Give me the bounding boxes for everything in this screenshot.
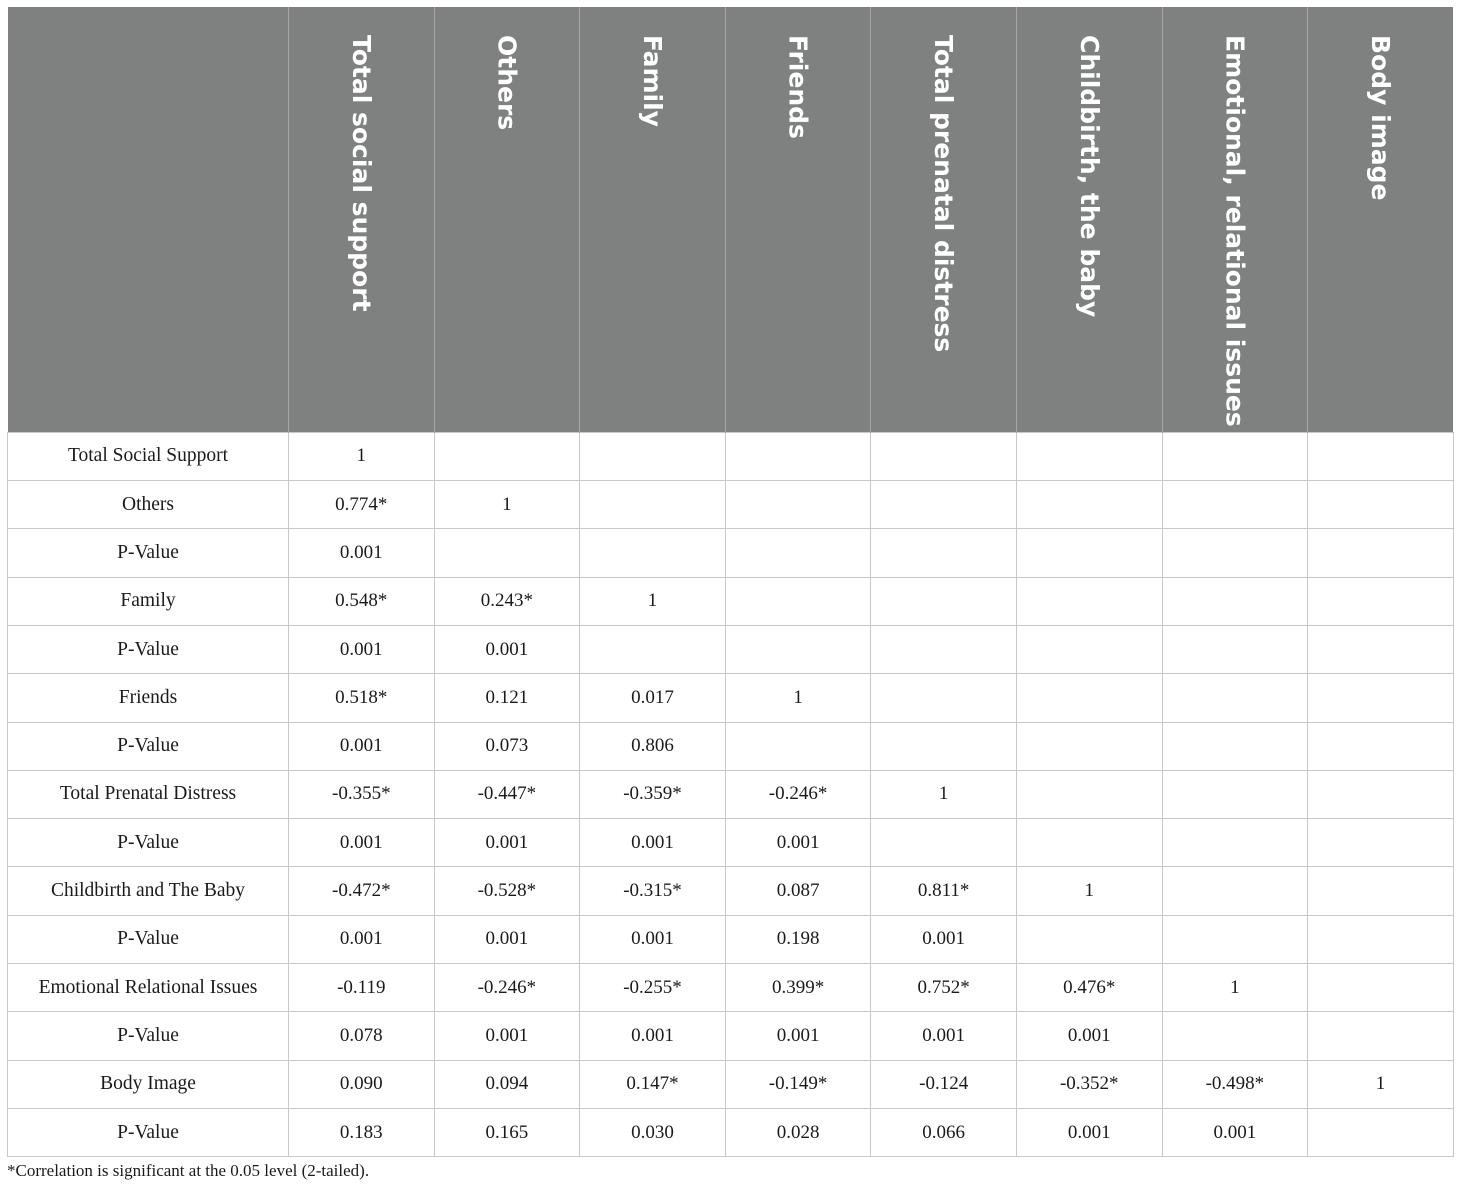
table-cell: 0.001: [1016, 1012, 1162, 1060]
table-cell: [1308, 770, 1454, 818]
table-cell: -0.255*: [580, 964, 726, 1012]
column-label-childbirth-baby: Childbirth, the baby: [1074, 35, 1104, 318]
row-label: Childbirth and The Baby: [8, 867, 289, 915]
table-cell: [871, 625, 1017, 673]
table-row: [8, 964, 1454, 1012]
table-cell: 0.087: [725, 867, 871, 915]
table-cell: 0.001: [725, 819, 871, 867]
table-cell: [871, 481, 1017, 529]
table-cell: 0.001: [871, 915, 1017, 963]
row-label: Friends: [8, 674, 289, 722]
table-cell: [725, 529, 871, 577]
table-cell: -0.498*: [1162, 1060, 1308, 1108]
table-cell: [1016, 432, 1162, 480]
table-cell: 0.121: [434, 674, 580, 722]
table-cell: 0.001: [289, 722, 435, 770]
table-cell: [580, 432, 726, 480]
header-cell-total-prenatal-distress: [871, 7, 1017, 432]
table-cell: [871, 722, 1017, 770]
table-cell: [1308, 577, 1454, 625]
table-row: [8, 1108, 1454, 1156]
table-cell: [1162, 867, 1308, 915]
table-cell: 0.001: [434, 625, 580, 673]
header-cell-corner: [8, 7, 289, 432]
table-cell: 0.066: [871, 1108, 1017, 1156]
table-cell: 0.399*: [725, 964, 871, 1012]
table-cell: [1308, 722, 1454, 770]
table-cell: 0.094: [434, 1060, 580, 1108]
correlation-table: [7, 7, 1454, 1157]
table-cell: [1016, 481, 1162, 529]
table-cell: [1162, 915, 1308, 963]
table-cell: [871, 529, 1017, 577]
table-row: [8, 819, 1454, 867]
table-cell: 0.811*: [871, 867, 1017, 915]
table-cell: -0.246*: [434, 964, 580, 1012]
column-label-total-prenatal-distress: Total prenatal distress: [929, 35, 959, 353]
table-cell: [725, 432, 871, 480]
table-footnote: *Correlation is significant at the 0.05 level (2-tailed).: [7, 1161, 370, 1180]
table-cell: [1308, 625, 1454, 673]
table-cell: 1: [1162, 964, 1308, 1012]
table-cell: [1016, 529, 1162, 577]
table-cell: 0.476*: [1016, 964, 1162, 1012]
table-row: [8, 770, 1454, 818]
table-row: [8, 577, 1454, 625]
table-cell: [1162, 625, 1308, 673]
table-cell: 1: [871, 770, 1017, 818]
header-cell-total-social-support: [289, 7, 435, 432]
header-cell-friends: [725, 7, 871, 432]
table-cell: 0.752*: [871, 964, 1017, 1012]
table-cell: 0.001: [434, 1012, 580, 1060]
table-cell: 0.001: [871, 1012, 1017, 1060]
row-label: P-Value: [8, 529, 289, 577]
table-cell: -0.355*: [289, 770, 435, 818]
table-cell: 1: [434, 481, 580, 529]
table-cell: [434, 529, 580, 577]
table-cell: [1162, 577, 1308, 625]
column-label-total-social-support: Total social support: [346, 35, 376, 312]
column-label-emotional-relational: Emotional, relational issues: [1220, 35, 1250, 427]
header-cell-family: [580, 7, 726, 432]
table-cell: 0.001: [580, 819, 726, 867]
table-cell: 0.001: [289, 625, 435, 673]
table-row: [8, 722, 1454, 770]
table-cell: [1016, 674, 1162, 722]
table-cell: 0.806: [580, 722, 726, 770]
table-cell: 0.030: [580, 1108, 726, 1156]
table-cell: -0.124: [871, 1060, 1017, 1108]
row-label: Family: [8, 577, 289, 625]
column-label-friends: Friends: [783, 35, 813, 139]
table-row: [8, 915, 1454, 963]
row-label: Emotional Relational Issues: [8, 964, 289, 1012]
table-cell: 0.198: [725, 915, 871, 963]
table-cell: 0.001: [289, 819, 435, 867]
table-cell: [1162, 481, 1308, 529]
table-cell: -0.119: [289, 964, 435, 1012]
table-cell: [1308, 432, 1454, 480]
table-cell: 1: [1308, 1060, 1454, 1108]
table-cell: [1308, 819, 1454, 867]
table-cell: [1162, 722, 1308, 770]
table-cell: 0.001: [289, 529, 435, 577]
table-cell: 0.001: [434, 915, 580, 963]
table-cell: [1162, 1012, 1308, 1060]
table-cell: 0.001: [725, 1012, 871, 1060]
table-cell: 1: [580, 577, 726, 625]
table-cell: 1: [725, 674, 871, 722]
table-cell: 1: [1016, 867, 1162, 915]
table-cell: 0.001: [580, 915, 726, 963]
column-label-family: Family: [637, 35, 667, 127]
table-cell: [580, 625, 726, 673]
table-body: [8, 432, 1454, 1156]
table-row: [8, 625, 1454, 673]
table-cell: -0.359*: [580, 770, 726, 818]
header-cell-childbirth-baby: [1016, 7, 1162, 432]
table-cell: 0.183: [289, 1108, 435, 1156]
row-label: P-Value: [8, 625, 289, 673]
table-cell: 0.090: [289, 1060, 435, 1108]
table-cell: [1308, 915, 1454, 963]
table-cell: [1308, 1012, 1454, 1060]
table-cell: [725, 481, 871, 529]
table-cell: 0.017: [580, 674, 726, 722]
table-cell: [1016, 770, 1162, 818]
table-row: [8, 481, 1454, 529]
row-label: P-Value: [8, 819, 289, 867]
table-cell: [580, 529, 726, 577]
table-cell: -0.447*: [434, 770, 580, 818]
table-row: [8, 432, 1454, 480]
row-label: P-Value: [8, 1012, 289, 1060]
table-cell: [1308, 867, 1454, 915]
table-cell: [1308, 529, 1454, 577]
table-cell: 0.001: [434, 819, 580, 867]
table-cell: [1162, 674, 1308, 722]
table-cell: 0.028: [725, 1108, 871, 1156]
header-row: [8, 7, 1454, 432]
table-row: [8, 867, 1454, 915]
table-cell: 0.548*: [289, 577, 435, 625]
table-cell: 0.001: [289, 915, 435, 963]
table-cell: [725, 577, 871, 625]
table-cell: 0.001: [580, 1012, 726, 1060]
table-cell: [871, 432, 1017, 480]
table-row: [8, 1060, 1454, 1108]
row-label: Others: [8, 481, 289, 529]
table-cell: -0.315*: [580, 867, 726, 915]
column-label-body-image: Body image: [1366, 35, 1396, 201]
table-cell: [1308, 1108, 1454, 1156]
table-cell: -0.246*: [725, 770, 871, 818]
row-label: Total Prenatal Distress: [8, 770, 289, 818]
table-cell: -0.472*: [289, 867, 435, 915]
table-cell: 0.073: [434, 722, 580, 770]
table-cell: 0.518*: [289, 674, 435, 722]
row-label: Total Social Support: [8, 432, 289, 480]
table-cell: 0.774*: [289, 481, 435, 529]
table-cell: 0.001: [1016, 1108, 1162, 1156]
row-label: P-Value: [8, 1108, 289, 1156]
table-cell: [434, 432, 580, 480]
table-cell: -0.149*: [725, 1060, 871, 1108]
table-cell: [1162, 770, 1308, 818]
row-label: Body Image: [8, 1060, 289, 1108]
table-cell: [1016, 625, 1162, 673]
table-cell: -0.528*: [434, 867, 580, 915]
column-label-others: Others: [492, 35, 522, 131]
table-cell: [1308, 481, 1454, 529]
table-cell: 0.243*: [434, 577, 580, 625]
header-cell-body-image: [1308, 7, 1454, 432]
table-cell: [1162, 432, 1308, 480]
table-cell: [725, 722, 871, 770]
table-row: [8, 674, 1454, 722]
table-cell: [871, 577, 1017, 625]
table-row: [8, 1012, 1454, 1060]
table-cell: [1016, 819, 1162, 867]
table-cell: 0.165: [434, 1108, 580, 1156]
table-cell: [725, 625, 871, 673]
table-cell: [1308, 964, 1454, 1012]
row-label: P-Value: [8, 722, 289, 770]
table-cell: 1: [289, 432, 435, 480]
table-cell: [1016, 915, 1162, 963]
table-cell: [871, 674, 1017, 722]
table-cell: 0.147*: [580, 1060, 726, 1108]
table-cell: 0.001: [1162, 1108, 1308, 1156]
table-cell: [1016, 577, 1162, 625]
header-cell-others: [434, 7, 580, 432]
table-cell: [871, 819, 1017, 867]
table-cell: [1162, 819, 1308, 867]
table-row: [8, 529, 1454, 577]
table-cell: -0.352*: [1016, 1060, 1162, 1108]
table-cell: [1016, 722, 1162, 770]
table-cell: 0.078: [289, 1012, 435, 1060]
row-label: P-Value: [8, 915, 289, 963]
table-cell: [1162, 529, 1308, 577]
header-cell-emotional-relational: [1162, 7, 1308, 432]
table-cell: [580, 481, 726, 529]
table-cell: [1308, 674, 1454, 722]
